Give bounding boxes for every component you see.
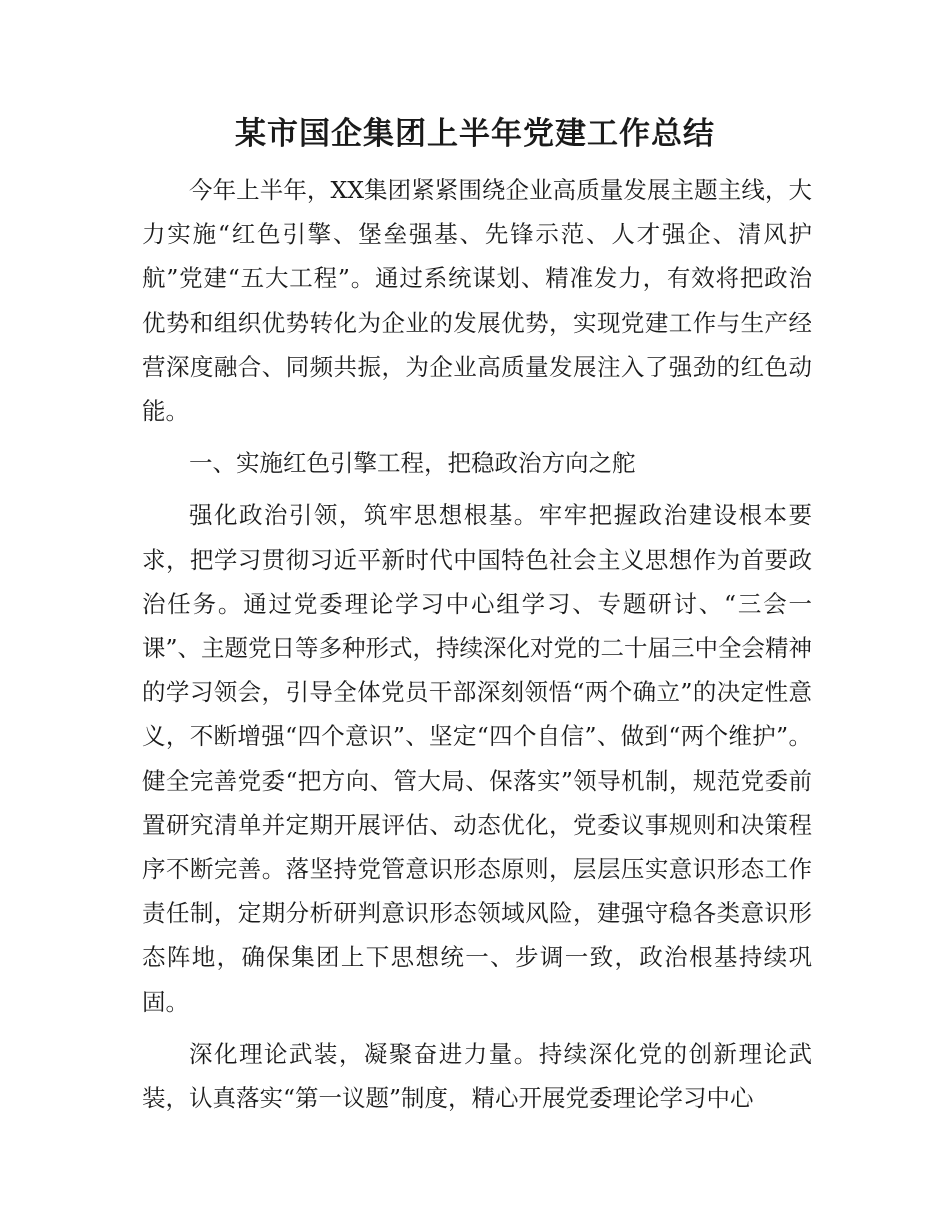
document-body	[142, 168, 812, 1128]
section-heading-1: 一、实施红色引擎工程，把稳政治方向之舵	[189, 449, 636, 478]
body-paragraph-1: 强化政治引领，筑牢思想根基。牢牢把握政治建设根本要求，把学习贯彻习近平新时代中国特色社会主义思想作为首要政治任务。通过党委理论学习中心组学习、专题研讨、“三会一课”、主题党日等多种形式，持续深化对党的二十届三中全会精神的学习领会，引导全体党员干部深刻领悟“两个确立”的决定性意义，不断增强“四个意识”、坚定“四个自信”、做到“两个维护”。健全完善党委“把方向、管大局、保落实”领导机制，规范党委前置研究清单并定期开展评估、动态优化，党委议事规则和决策程序不断完善。落坚持党管意识形态原则，层层压实意识形态工作责任制，定期分析研判意识形态领域风险，建强守稳各类意识形态阵地，确保集团上下思想统一、步调一致，政治根基持续巩固。	[142, 501, 813, 1016]
intro-paragraph: 今年上半年，XX集团紧紧围绕企业高质量发展主题主线，大力实施“红色引擎、堡垒强基、先锋示范、人才强企、清风护航”党建“五大工程”。通过系统谋划、精准发力，有效将把政治优势和组织优势转化为企业的发展优势，实现党建工作与生产经营深度融合、同频共振，为企业高质量发展注入了强劲的红色动能。	[142, 176, 812, 426]
document-title: 某市国企集团上半年党建工作总结	[235, 116, 715, 152]
body-paragraph-2: 深化理论武装，凝聚奋进力量。持续深化党的创新理论武装，认真落实“第一议题”制度，精心开展党委理论学习中心	[142, 1039, 812, 1113]
